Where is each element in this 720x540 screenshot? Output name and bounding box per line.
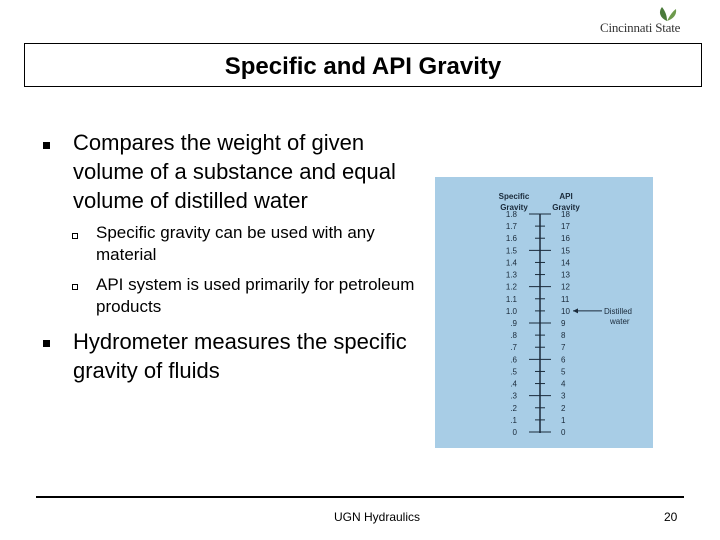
api-gravity-tick-label: 1 [561, 415, 566, 425]
specific-gravity-tick-label: .8 [510, 331, 517, 341]
bullet-square-icon [43, 340, 50, 347]
cincinnati-state-logo [600, 6, 700, 40]
sub-bullet-box-icon [72, 284, 78, 290]
api-gravity-tick-label: 5 [561, 367, 566, 377]
arrow-head-icon [573, 308, 578, 313]
footer-text: UGN Hydraulics [334, 510, 421, 524]
slide-title: Specific and API Gravity [224, 53, 502, 80]
api-gravity-tick-label: 7 [561, 343, 566, 353]
footer-divider [36, 496, 684, 498]
title-box [24, 43, 702, 87]
specific-gravity-tick-label: .3 [510, 391, 517, 401]
api-gravity-tick-label: 3 [561, 391, 566, 401]
api-gravity-tick-label: 2 [561, 403, 566, 413]
bullet-text: Compares the weight of given volume of a substance and equal volume of distilled water [73, 130, 396, 213]
specific-gravity-tick-label: 0 [512, 428, 517, 437]
api-gravity-tick-label: 16 [561, 234, 570, 244]
specific-gravity-tick-label: 1.1 [505, 294, 517, 304]
api-gravity-tick-label: 8 [561, 331, 566, 341]
annotation-label: water [610, 316, 630, 326]
specific-gravity-tick-label: 1.2 [505, 282, 517, 292]
api-gravity-tick-label: 11 [561, 294, 570, 304]
specific-gravity-tick-label: 1.3 [505, 270, 517, 280]
api-gravity-tick-label: 9 [561, 319, 566, 328]
right-axis-label: Gravity [552, 203, 580, 212]
api-gravity-tick-label: 0 [561, 428, 566, 437]
specific-gravity-tick-label: .7 [510, 343, 517, 353]
specific-gravity-tick-label: .2 [510, 403, 517, 413]
sub-bullet-text: API system is used primarily for petroleum products [96, 275, 415, 316]
specific-gravity-tick-label: 1.8 [505, 210, 517, 219]
gravity-scale-chart [435, 177, 653, 448]
api-gravity-tick-label: 4 [561, 379, 566, 389]
sub-bullet-text: Specific gravity can be used with any material [96, 223, 375, 264]
sub-bullet-list [96, 222, 436, 318]
specific-gravity-tick-label: 1.5 [505, 246, 517, 256]
specific-gravity-tick-label: .5 [510, 367, 517, 377]
api-gravity-tick-label: 12 [561, 282, 570, 292]
specific-gravity-tick-label: 1.6 [505, 234, 517, 244]
annotation-label: Distilled [604, 306, 633, 316]
bullet-text: Hydrometer measures the specific gravity of fluids [73, 329, 407, 383]
api-gravity-tick-label: 6 [561, 355, 566, 365]
api-gravity-tick-label: 10 [561, 306, 570, 316]
gravity-scale-svg [435, 177, 653, 448]
specific-gravity-tick-label: .4 [510, 379, 517, 389]
specific-gravity-tick-label: 1.4 [505, 258, 517, 268]
specific-gravity-tick-label: 1.7 [505, 222, 517, 232]
page-number: 20 [664, 510, 678, 524]
right-axis-label: API [559, 192, 573, 201]
api-gravity-tick-label: 17 [561, 222, 570, 232]
logo-text: Cincinnati State [600, 20, 681, 35]
specific-gravity-tick-label: 1.0 [505, 306, 517, 316]
api-gravity-tick-label: 15 [561, 246, 570, 256]
api-gravity-tick-label: 14 [561, 258, 570, 268]
specific-gravity-tick-label: .6 [510, 355, 517, 365]
sub-bullet-box-icon [72, 233, 78, 239]
left-axis-label: Specific [498, 192, 530, 201]
api-gravity-tick-label: 18 [561, 210, 570, 219]
bullet-square-icon [43, 142, 50, 149]
left-axis-label: Gravity [500, 203, 528, 212]
specific-gravity-tick-label: .9 [510, 319, 517, 328]
specific-gravity-tick-label: .1 [510, 415, 517, 425]
api-gravity-tick-label: 13 [561, 270, 570, 280]
